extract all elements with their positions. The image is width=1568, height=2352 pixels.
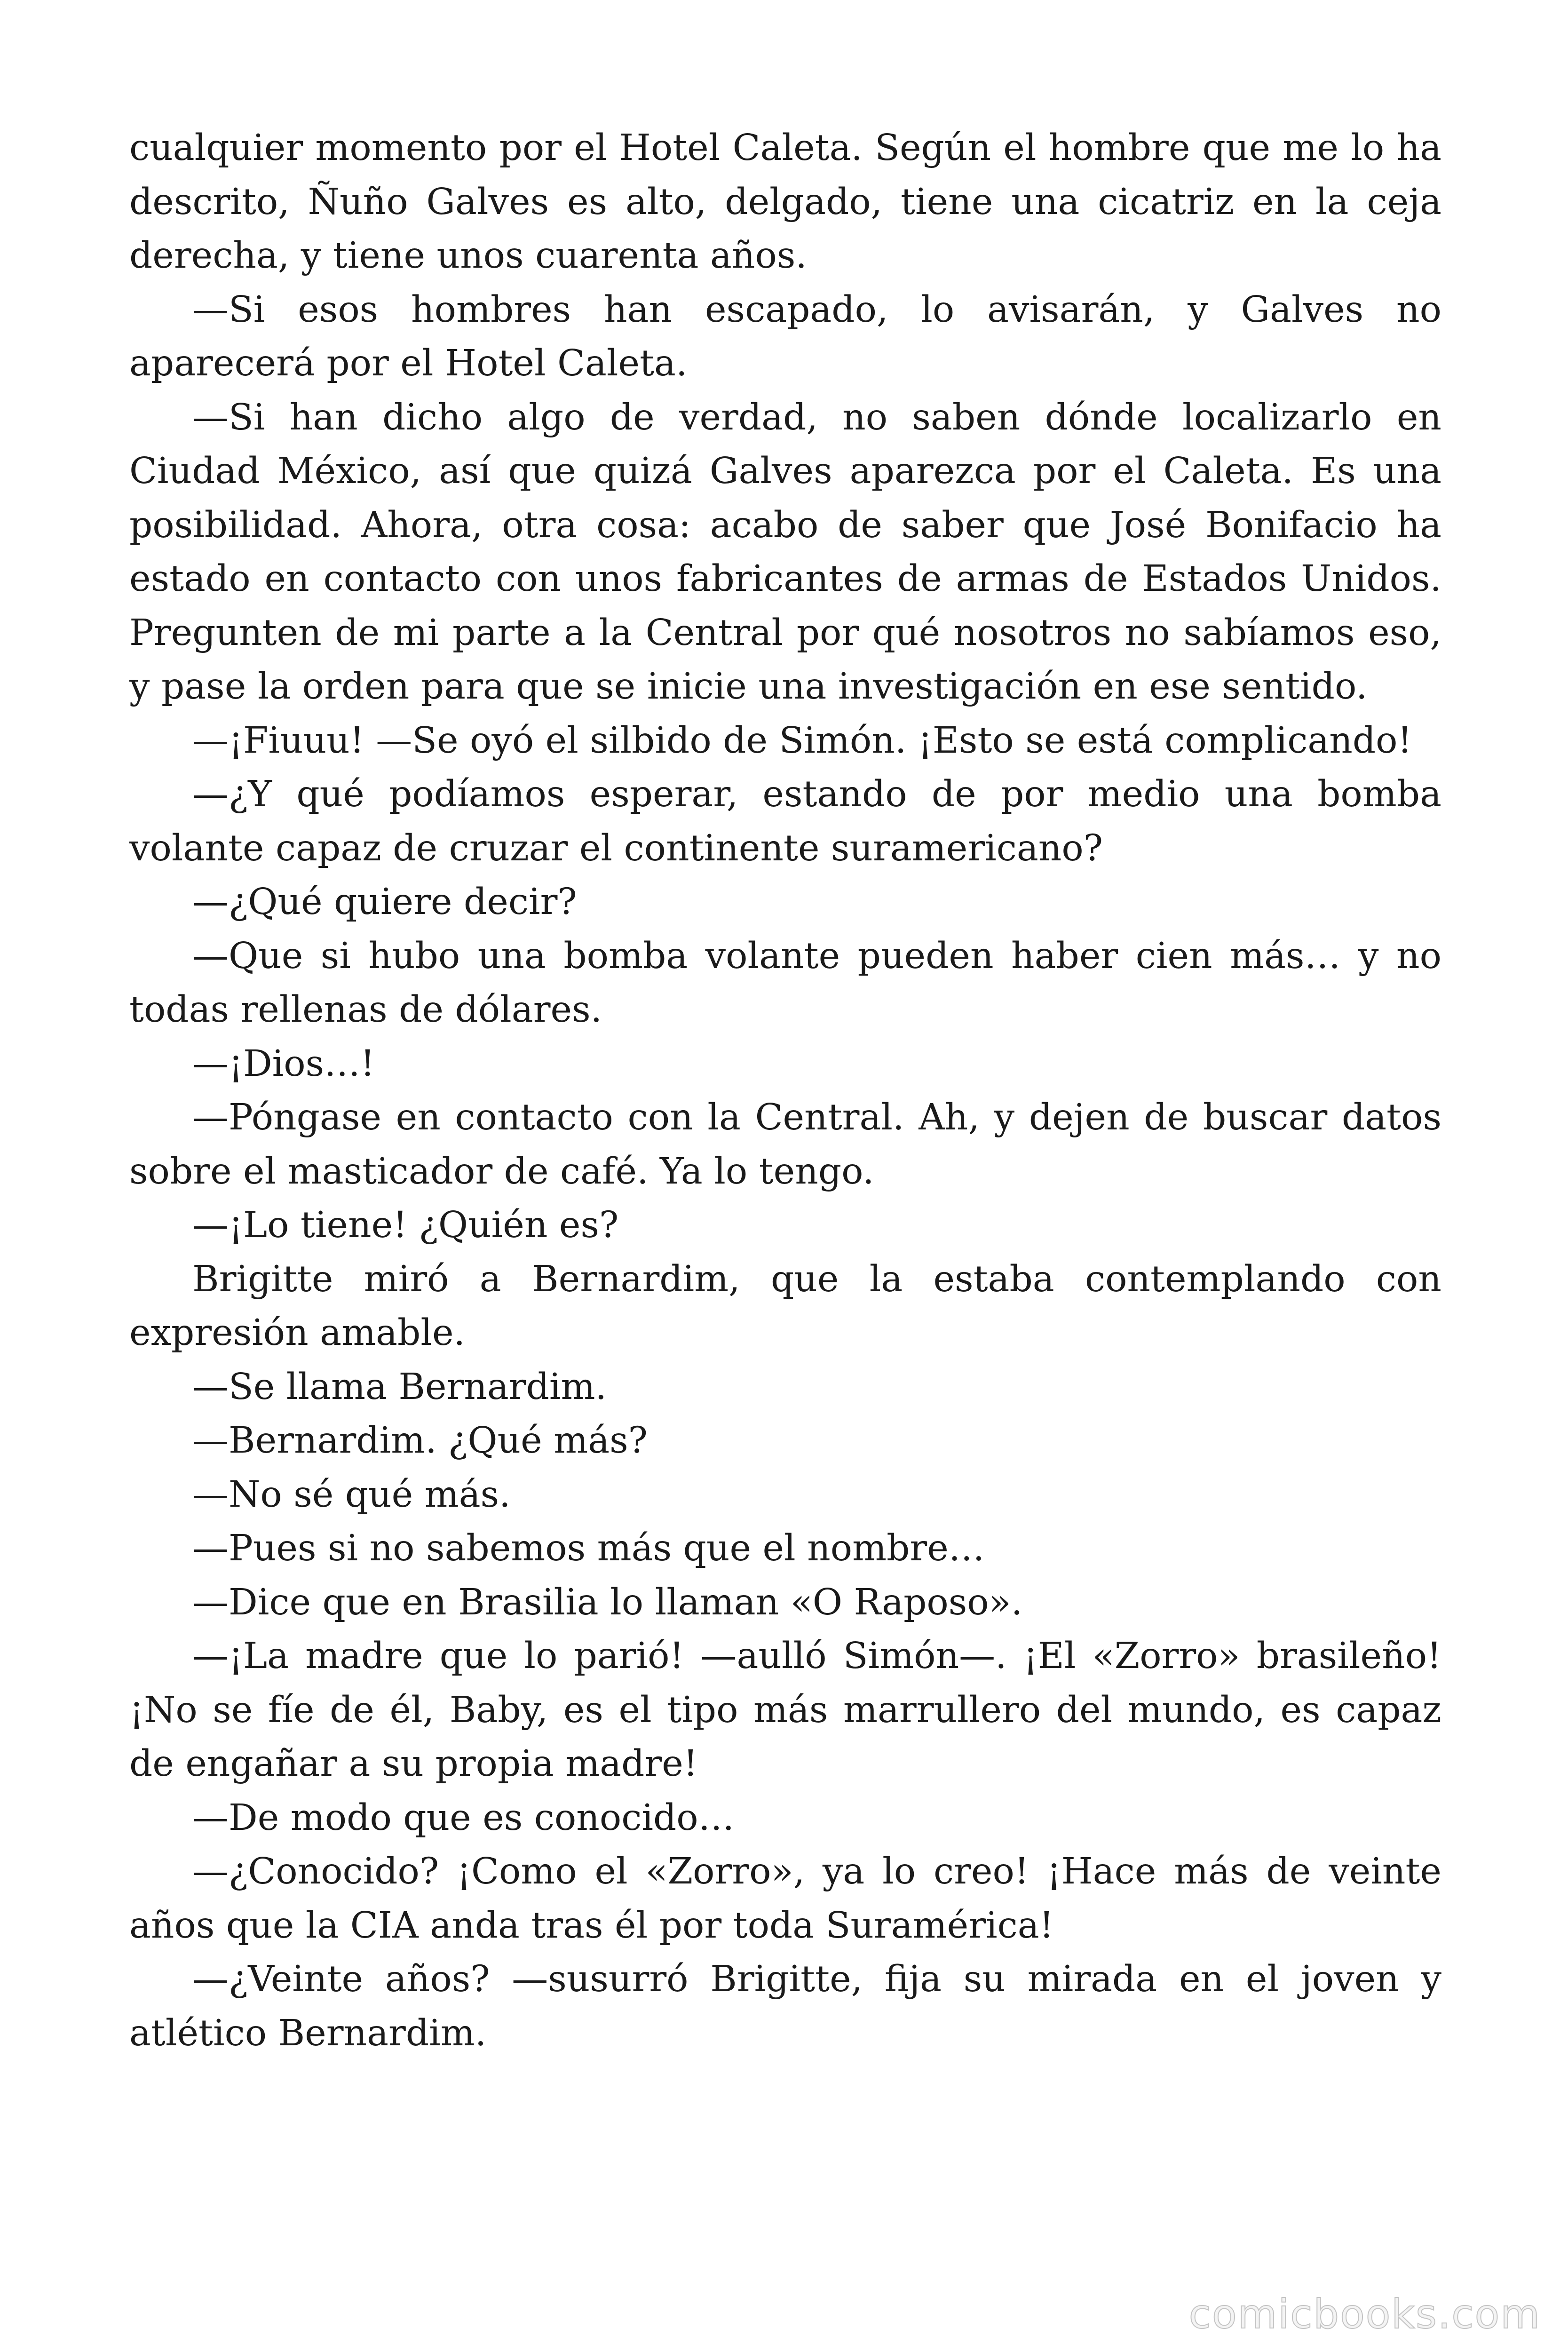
paragraph: —¿Veinte años? —susurró Brigitte, fija su mirada en el joven y atlético Bernardim. xyxy=(129,1958,1441,2054)
paragraph: —¿Conocido? ¡Como el «Zorro», ya lo creo! ¡Hace más de veinte años que la CIA anda tras él por toda Suramérica! xyxy=(129,1851,1441,1947)
paragraph: —Si han dicho algo de verdad, no saben dónde localizarlo en Ciudad México, así que quizá Galves aparezca por el Caleta. Es una posibilidad. Ahora, otra cosa: acabo de saber que José Bonifacio ha estado en contacto con unos fabricantes de armas de Estados Unidos. Pregunten de mi parte a la Central por qué nosotros no sabíamos eso, y pase la orden para que se inicie una investigación en ese sentido. xyxy=(129,396,1441,707)
paragraph: —¡Fiuuu! —Se oyó el silbido de Simón. ¡Esto se está complicando! xyxy=(192,719,1412,762)
paragraph: cualquier momento por el Hotel Caleta. Según el hombre que me lo ha descrito, Ñuño Galves es alto, delgado, tiene una cicatriz en la ceja derecha, y tiene unos cuarenta años. xyxy=(129,127,1441,277)
paragraph: —De modo que es conocido… xyxy=(192,1796,735,1839)
body-text xyxy=(129,121,1441,2060)
paragraph: —¡La madre que lo parió! —aulló Simón—. ¡El «Zorro» brasileño! ¡No se fíe de él, Baby, es el tipo más marrullero del mundo, es capaz de engañar a su propia madre! xyxy=(129,1635,1441,1785)
paragraph: —Que si hubo una bomba volante pueden haber cien más… y no todas rellenas de dólares. xyxy=(129,935,1441,1031)
paragraph: —Póngase en contacto con la Central. Ah, y dejen de buscar datos sobre el masticador de café. Ya lo tengo. xyxy=(129,1097,1441,1192)
watermark: comicbooks.com xyxy=(1188,2291,1541,2338)
paragraph: —No sé qué más. xyxy=(192,1473,511,1516)
paragraph: —Bernardim. ¿Qué más? xyxy=(192,1420,648,1462)
paragraph: —¿Qué quiere decir? xyxy=(192,881,577,923)
paragraph: —Pues si no sabemos más que el nombre… xyxy=(192,1527,985,1569)
paragraph: —Si esos hombres han escapado, lo avisarán, y Galves no aparecerá por el Hotel Caleta. xyxy=(129,288,1441,384)
paragraph: —¡Lo tiene! ¿Quién es? xyxy=(192,1204,619,1246)
paragraph: —¿Y qué podíamos esperar, estando de por medio una bomba volante capaz de cruzar el continente suramericano? xyxy=(129,773,1441,869)
paragraph: —Se llama Bernardim. xyxy=(192,1366,607,1408)
paragraph: —¡Dios…! xyxy=(192,1042,375,1085)
paragraph: Brigitte miró a Bernardim, que la estaba contemplando con expresión amable. xyxy=(129,1258,1441,1354)
paragraph: —Dice que en Brasilia lo llaman «O Raposo». xyxy=(192,1581,1023,1623)
